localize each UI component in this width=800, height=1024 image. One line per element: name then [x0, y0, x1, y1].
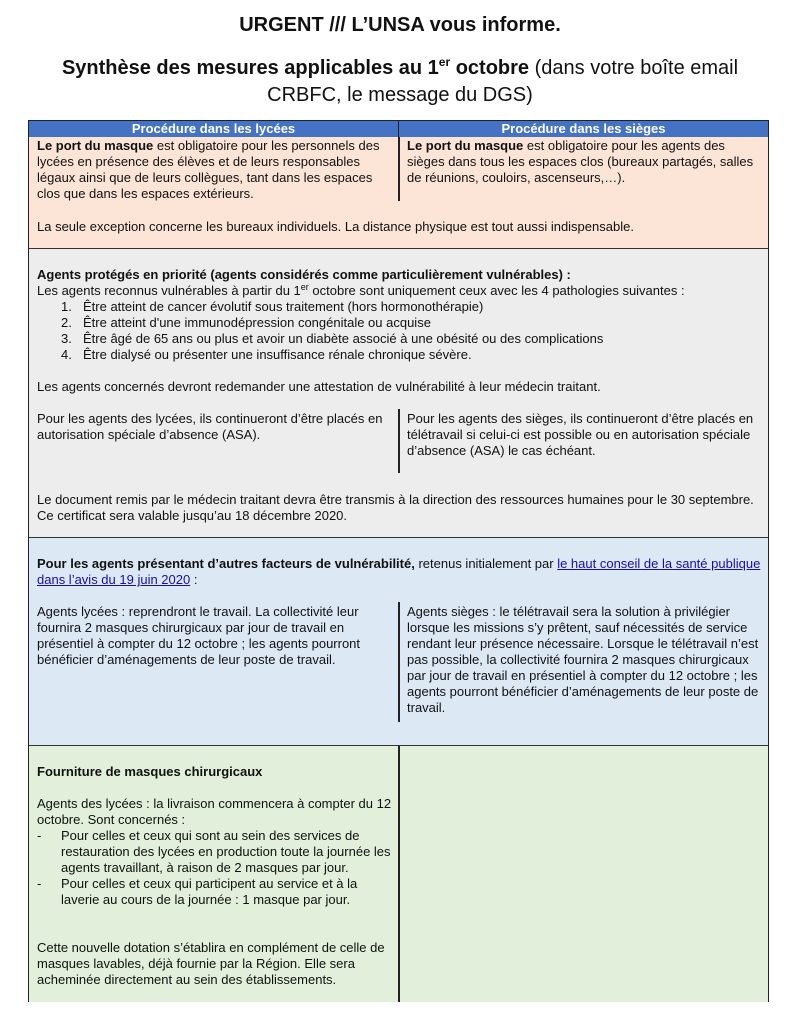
fourniture-heading-text: Fourniture de masques chirurgicaux: [37, 764, 263, 779]
autres-sieges-cell: Agents sièges : le télétravail sera la solution à privilégier lorsque les missions s’y prêtent, sauf nécessités de service rendant leur présence nécessaire. Lorsque le télétravail n’est pas possible, la collectivité fournira 2 masques chirurgicaux par jour de travail en présentiel à compter du 12 octobre ; les agents pourront bénéficier d’aménagements de leur poste de travail.: [407, 604, 759, 715]
document-subtitle: [60, 55, 740, 109]
fourniture-item-text: Pour celles et ceux qui sont au sein des services de restauration des lycées en production toute la journée les agents travaillant, à raison de 2 masques par jour.: [61, 828, 391, 875]
column-divider: [398, 409, 400, 473]
column-header-sieges: Procédure dans les sièges: [501, 121, 666, 136]
vulnerables-intro: [37, 283, 762, 299]
pathology-text: Être atteint de cancer évolutif sous traitement (hors hormonothérapie): [83, 299, 484, 314]
vulnerables-heading-text: Agents protégés en priorité (agents considérés comme particulièrement vulnérables) :: [37, 267, 571, 282]
fourniture-item: [37, 828, 392, 876]
vulnerables-attestation: Les agents concernés devront redemander une attestation de vulnérabilité à leur médecin traitant.: [37, 379, 601, 394]
pathology-text: Être atteint d'une immunodépression congénitale ou acquise: [83, 315, 431, 330]
autres-lycees-cell: Agents lycées : reprendront le travail. La collectivité leur fournira 2 masques chirurgicaux par jour de travail en présentiel à compter du 12 octobre ; les agents pourront bénéficier d’aménagements de leur poste de travail.: [37, 604, 361, 667]
vulnerables-heading: [37, 267, 762, 283]
masque-lycees-bold: Le port du masque: [37, 138, 154, 153]
vulnerables-intro-sup: er: [300, 282, 309, 292]
vulnerables-lycees-cell: Pour les agents des lycées, ils continueront d’être placés en autorisation spéciale d’absence (ASA).: [37, 411, 383, 442]
fourniture-item-text: Pour celles et ceux qui participent au service et à la laverie au cours de la journée : 1 masque par jour.: [61, 876, 358, 907]
vulnerables-intro-pre: Les agents reconnus vulnérables à partir du 1: [37, 283, 301, 298]
fourniture-list: [37, 828, 392, 908]
subtitle-rest: (dans votre boîte email CRBFC, le message du DGS): [267, 57, 739, 106]
pathology-text: Être âgé de 65 ans ou plus et avoir un diabète associé à une obésité ou des complications: [83, 331, 604, 346]
masque-exception: La seule exception concerne les bureaux individuels. La distance physique est tout aussi indispensable.: [37, 219, 634, 234]
section-port-du-masque: [29, 137, 768, 249]
masque-lycees-text: est obligatoire pour les personnels des lycées en présence des élèves et de leurs responsables légaux ainsi que de leurs collègues, tant dans les espaces clos que dans les espaces extérieurs.: [37, 138, 380, 201]
dash-marker: -: [37, 876, 42, 891]
pathology-number: 3.: [61, 331, 72, 346]
column-divider: [398, 746, 400, 1002]
autres-heading: [37, 556, 762, 588]
measures-table: [28, 120, 769, 1002]
fourniture-item: [37, 876, 392, 908]
subtitle-bold-post: octobre: [450, 57, 530, 79]
column-header-lycees: Procédure dans les lycées: [29, 121, 399, 137]
section-autres-facteurs: [29, 538, 768, 746]
pathology-item: [37, 347, 762, 363]
subtitle-sup: er: [438, 55, 451, 69]
masque-sieges-bold: Le port du masque: [407, 138, 524, 153]
fourniture-conclusion: Cette nouvelle dotation s’établira en complément de celle de masques lavables, déjà fournie par la Région. Elle sera acheminée directement au sein des établissements.: [37, 940, 385, 987]
vulnerables-document: Le document remis par le médecin traitant devra être transmis à la direction des ressources humaines pour le 30 septembre. Ce certificat sera valable jusqu’au 18 décembre 2020.: [37, 492, 754, 523]
autres-heading-text: retenus initialement par: [414, 556, 558, 571]
pathology-text: Être dialysé ou présenter une insuffisance rénale chronique sévère.: [83, 347, 472, 362]
fourniture-heading: [37, 764, 392, 780]
pathology-item: [37, 331, 762, 347]
vulnerables-intro-post: octobre sont uniquement ceux avec les 4 pathologies suivantes :: [308, 283, 685, 298]
masque-lycees-cell: [37, 138, 393, 202]
masque-sieges-cell: [407, 138, 759, 186]
section-fourniture-masques: [29, 746, 768, 1002]
autres-heading-end: :: [190, 572, 198, 587]
pathology-number: 1.: [61, 299, 72, 314]
subtitle-bold-pre: Synthèse des mesures applicables au 1: [61, 57, 439, 79]
column-divider: [398, 602, 400, 722]
pathology-item: [37, 299, 762, 315]
pathology-number: 2.: [61, 315, 72, 330]
autres-heading-bold: Pour les agents présentant d’autres facteurs de vulnérabilité,: [37, 556, 415, 571]
masque-sieges-text: est obligatoire pour les agents des sièges dans tous les espaces clos (bureaux partagés, salles de réunions, couloirs, ascenseurs,…).: [407, 138, 754, 185]
section-agents-vulnerables: [29, 249, 768, 538]
table-header-row: [29, 121, 768, 137]
vulnerables-sieges-cell: Pour les agents des sièges, ils continueront d’être placés en télétravail si celui-ci est possible ou en autorisation spéciale d’absence (ASA) le cas échéant.: [407, 411, 754, 458]
column-divider: [398, 137, 400, 201]
hcsp-avis-link[interactable]: le haut conseil de la santé publique dans l’avis du 19 juin 2020: [37, 556, 761, 587]
pathology-number: 4.: [61, 347, 72, 362]
fourniture-intro: Agents des lycées : la livraison commencera à compter du 12 octobre. Sont concernés :: [37, 796, 392, 827]
pathologies-list: [37, 299, 762, 363]
pathology-item: [37, 315, 762, 331]
dash-marker: -: [37, 828, 42, 843]
document-title: URGENT /// L’UNSA vous informe.: [239, 14, 561, 36]
